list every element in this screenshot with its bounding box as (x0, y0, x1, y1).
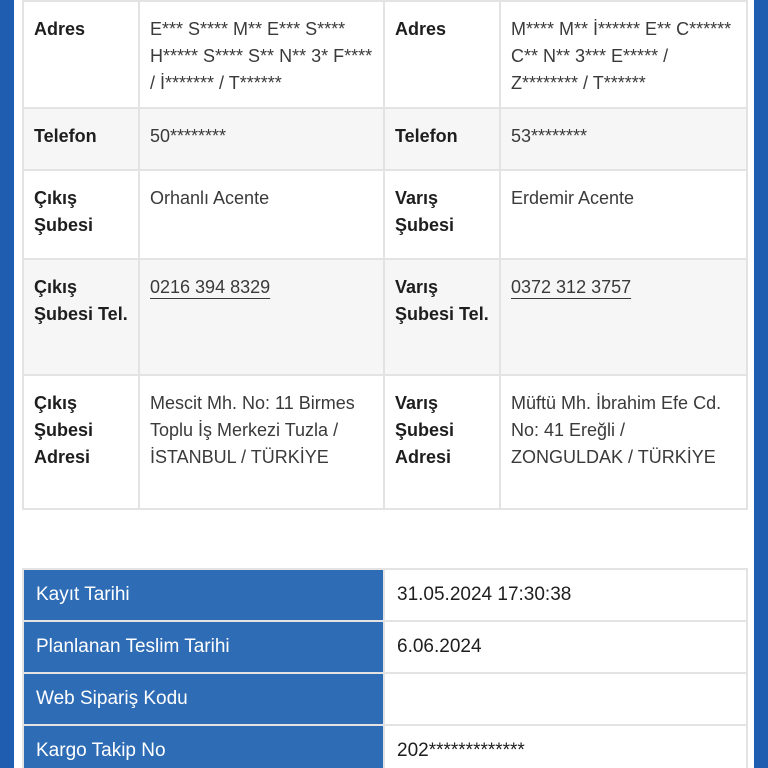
tracking-number-label: Kargo Takip No (23, 725, 384, 768)
departure-branch-value: Orhanlı Acente (139, 170, 384, 259)
arrival-branch-value: Erdemir Acente (500, 170, 747, 259)
departure-branch-address-label: Çıkış Şubesi Adresi (23, 375, 139, 509)
shipment-details-table (22, 568, 748, 768)
planned-delivery-date-value: 6.06.2024 (384, 621, 747, 673)
table-row (23, 569, 747, 621)
planned-delivery-date-label: Planlanan Teslim Tarihi (23, 621, 384, 673)
arrival-branch-address-value: Müftü Mh. İbrahim Efe Cd. No: 41 Ereğli / ZONGULDAK / TÜRKİYE (500, 375, 747, 509)
tracking-number-value: 202************* (384, 725, 747, 768)
receiver-address-value: M**** M** İ****** E** C****** C** N** 3*** E***** / Z******** / T****** (500, 1, 747, 108)
departure-branch-address-value: Mescit Mh. No: 11 Birmes Toplu İş Merkezi Tuzla / İSTANBUL / TÜRKİYE (139, 375, 384, 509)
table-row (23, 375, 747, 509)
arrival-branch-label: Varış Şubesi (384, 170, 500, 259)
sender-phone-value: 50******** (139, 108, 384, 170)
departure-branch-phone-cell (139, 259, 384, 375)
receiver-phone-label: Telefon (384, 108, 500, 170)
shipment-detail-page (14, 0, 754, 768)
departure-branch-label: Çıkış Şubesi (23, 170, 139, 259)
arrival-branch-phone-link[interactable]: 0372 312 3757 (511, 277, 632, 297)
web-order-code-value (384, 673, 747, 725)
registration-date-value: 31.05.2024 17:30:38 (384, 569, 747, 621)
arrival-branch-address-label: Varış Şubesi Adresi (384, 375, 500, 509)
arrival-branch-phone-label: Varış Şubesi Tel. (384, 259, 500, 375)
arrival-branch-phone-cell (500, 259, 747, 375)
departure-branch-phone-link[interactable]: 0216 394 8329 (150, 277, 271, 297)
sender-address-value: E*** S**** M** E*** S**** H***** S**** S** N** 3* F**** / İ******* / T****** (139, 1, 384, 108)
table-row (23, 621, 747, 673)
table-row (23, 673, 747, 725)
registration-date-label: Kayıt Tarihi (23, 569, 384, 621)
table-row (23, 170, 747, 259)
web-order-code-label: Web Sipariş Kodu (23, 673, 384, 725)
table-row (23, 1, 747, 108)
table-row (23, 108, 747, 170)
sender-address-label: Adres (23, 1, 139, 108)
receiver-address-label: Adres (384, 1, 500, 108)
table-row (23, 259, 747, 375)
receiver-phone-value: 53******** (500, 108, 747, 170)
table-row (23, 725, 747, 768)
departure-branch-phone-label: Çıkış Şubesi Tel. (23, 259, 139, 375)
sender-receiver-table (22, 0, 748, 510)
sender-phone-label: Telefon (23, 108, 139, 170)
